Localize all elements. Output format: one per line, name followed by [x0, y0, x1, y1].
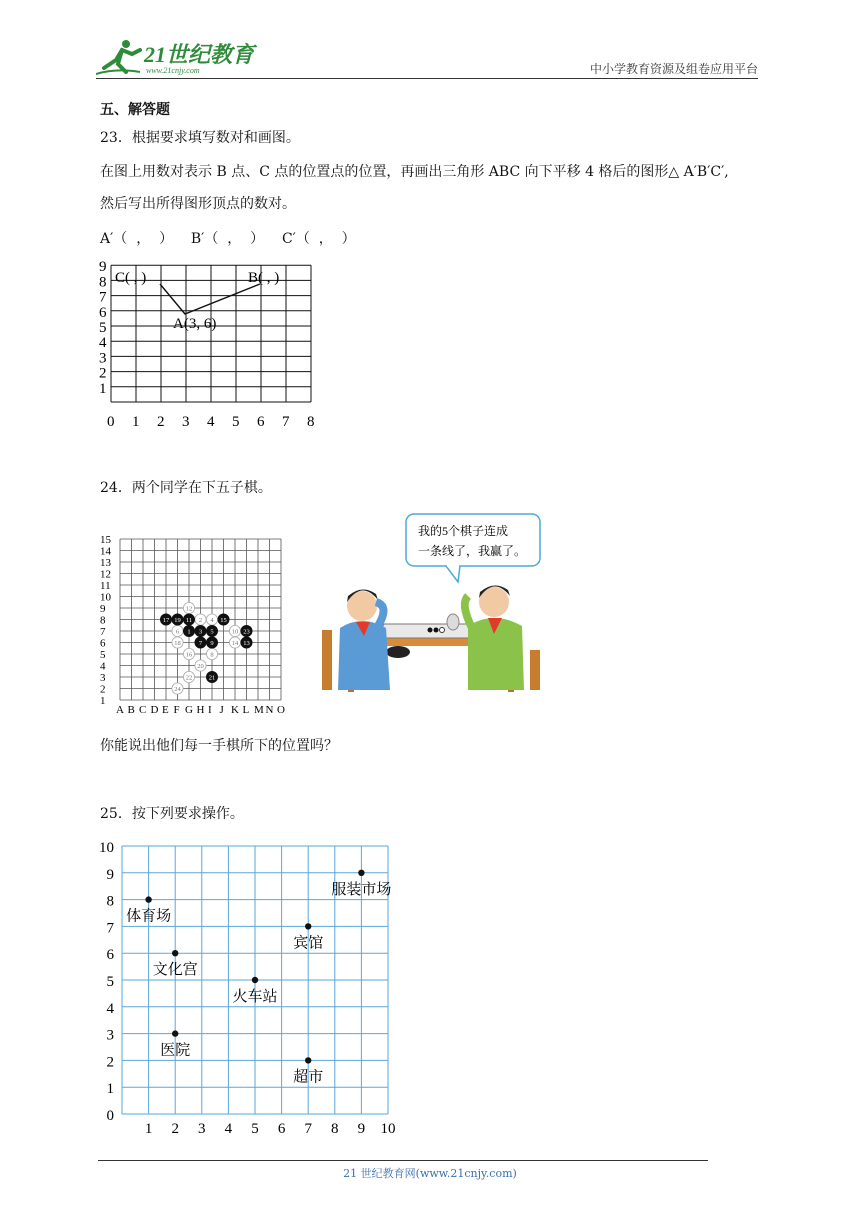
place-label: 文化宫: [152, 962, 198, 979]
stone-number: 15: [220, 617, 227, 624]
x-tick-label: 3: [182, 414, 190, 430]
y-tick-label: 2: [99, 365, 107, 382]
board-col-label: C: [139, 704, 147, 716]
y-tick-label: 4: [106, 1000, 114, 1017]
stone-number: 20: [197, 663, 204, 670]
stone-number: 12: [185, 605, 193, 613]
board-col-label: F: [173, 704, 180, 716]
place-label: 超市: [293, 1069, 324, 1086]
y-tick-label: 10: [99, 840, 114, 856]
place-point: [358, 870, 364, 876]
stone-number: 21: [208, 674, 216, 682]
place-point: [172, 1030, 178, 1036]
y-tick-label: 9: [106, 866, 114, 883]
label-c: C( , ): [115, 270, 147, 286]
y-tick-label: 1: [106, 1081, 114, 1098]
place-label: 医院: [160, 1042, 191, 1059]
y-tick-label: 9: [99, 259, 107, 276]
site-logo: [96, 38, 266, 76]
place-point: [145, 896, 151, 902]
board-row-label: 14: [100, 545, 111, 558]
y-tick-label: 6: [99, 304, 107, 321]
board-col-label: O: [277, 704, 285, 716]
board-col-label: J: [219, 704, 224, 716]
q24-title: 24．两个同学在下五子棋。: [100, 480, 272, 496]
place-point: [305, 1057, 311, 1063]
right-student: [465, 585, 524, 690]
x-tick-label: 2: [171, 1121, 179, 1137]
board-col-label: G: [185, 704, 193, 716]
runner-icon: [96, 40, 140, 74]
x-tick-label: 5: [251, 1121, 259, 1137]
x-tick-label: 1: [144, 1121, 153, 1137]
q23-instruction-2: 然后写出所得图形顶点的数对。: [100, 196, 296, 212]
y-tick-label: 7: [106, 920, 114, 937]
board-row-label: 3: [100, 672, 106, 684]
place-label: 宾馆: [293, 935, 324, 952]
board-row-label: 8: [100, 614, 106, 627]
q23-title: 23．根据要求填写数对和画图。: [100, 130, 300, 146]
board-col-label: K: [231, 704, 239, 716]
left-student: [338, 589, 390, 690]
y-tick-label: 1: [99, 380, 107, 397]
y-tick-label: 0: [106, 1108, 114, 1124]
y-tick-label: 6: [106, 947, 114, 964]
board-col-label: M: [254, 704, 264, 716]
stone-number: 18: [174, 640, 181, 647]
x-tick-label: 5: [232, 414, 240, 430]
header-divider: [96, 78, 758, 79]
x-tick-label: 6: [277, 1121, 286, 1137]
board-row-label: 1: [100, 695, 106, 707]
board-col-label: I: [208, 704, 212, 716]
x-tick-label: 7: [282, 414, 290, 430]
board-row-label: 13: [100, 557, 111, 569]
stone-number: 3: [198, 628, 203, 636]
footer-divider: [98, 1160, 708, 1161]
y-tick-label: 3: [99, 350, 107, 367]
stone-number: 11: [185, 617, 193, 624]
board-row-label: 9: [100, 603, 106, 615]
gomoku-board: [98, 522, 308, 718]
stone-number: 4: [210, 617, 214, 624]
stone-number: 23: [243, 628, 250, 636]
label-a: A(3, 6): [173, 316, 217, 332]
board-row-label: 11: [100, 580, 111, 592]
stone-number: 6: [175, 628, 180, 636]
place-point: [305, 923, 311, 929]
place-label: 火车站: [232, 989, 278, 1005]
stone-number: 24: [174, 686, 181, 693]
board-row-label: 2: [100, 683, 106, 696]
stone-number: 14: [231, 640, 239, 647]
x-tick-label: 4: [207, 414, 215, 430]
place-label: 体育场: [126, 908, 172, 925]
y-tick-label: 8: [106, 893, 114, 910]
triangle-abc: [160, 284, 260, 314]
speech-line-2: 一条线了，我赢了。: [418, 544, 527, 558]
x-tick-label: 8: [331, 1121, 339, 1137]
board-row-label: 4: [100, 660, 106, 673]
x-tick-label: 7: [304, 1121, 312, 1137]
x-tick-label: 4: [224, 1121, 233, 1137]
logo-text: 21世纪教育: [144, 42, 255, 67]
x-tick-label: 10: [380, 1121, 396, 1137]
mini-board: [376, 624, 478, 638]
q23-answer-line: A′（ ， ） B′（ ， ） C′（ ， ）: [100, 231, 356, 247]
section-title: 五、解答题: [100, 102, 170, 118]
platform-name: 中小学教育资源及组卷应用平台: [589, 62, 758, 76]
stone-number: 7: [198, 640, 203, 647]
x-tick-label: 0: [107, 414, 115, 430]
stone-number: 8: [210, 651, 214, 659]
footer-text: 21 世纪教育网(www.21cnjy.com): [343, 1167, 517, 1180]
stone-bowl: [386, 646, 410, 658]
board-row-label: 5: [100, 649, 106, 661]
board-col-label: H: [196, 704, 205, 716]
stone-number: 19: [174, 617, 181, 624]
x-tick-label: 9: [357, 1121, 366, 1137]
x-tick-label: 2: [157, 414, 165, 430]
board-col-label: B: [127, 704, 135, 716]
board-col-label: L: [242, 704, 250, 716]
label-b: B( , ): [248, 270, 280, 286]
q23-grid: [96, 258, 326, 433]
board-row-label: 10: [100, 591, 111, 604]
stone-number: 1: [187, 628, 191, 636]
stone-number: 16: [185, 651, 193, 659]
stone-number: 9: [210, 640, 214, 647]
board-row-label: 7: [100, 626, 106, 638]
place-point: [172, 950, 178, 956]
logo-url: www.21cnjy.com: [146, 66, 200, 75]
speech-line-1: 我的5个棋子连成: [418, 524, 509, 538]
speech-bubble: [406, 514, 540, 582]
y-tick-label: 7: [99, 289, 107, 306]
y-tick-label: 8: [99, 274, 107, 291]
place-point: [252, 977, 258, 983]
y-tick-label: 3: [106, 1027, 114, 1044]
board-col-label: N: [265, 704, 274, 716]
students-playing-illustration: [318, 510, 548, 700]
q23-instruction-1: 在图上用数对表示 B 点、C 点的位置点的位置，再画出三角形 ABC 向下平移 4 格后的图形△ A′B′C′,: [100, 164, 729, 180]
x-tick-label: 1: [132, 414, 140, 430]
q24-question: 你能说出他们每一手棋所下的位置吗？: [100, 738, 338, 754]
board-col-label: E: [162, 704, 169, 716]
stone-number: 13: [243, 640, 250, 647]
x-tick-label: 6: [257, 414, 265, 430]
stone-number: 2: [198, 617, 203, 624]
stone-number: 5: [210, 628, 214, 636]
stone-number: 17: [162, 617, 170, 624]
board-row-label: 12: [100, 568, 111, 581]
q25-title: 25．按下列要求操作。: [100, 806, 244, 822]
y-tick-label: 5: [99, 320, 107, 336]
y-tick-label: 2: [106, 1054, 114, 1071]
board-col-label: D: [150, 704, 159, 716]
x-tick-label: 8: [307, 414, 315, 430]
x-tick-label: 3: [198, 1121, 206, 1137]
board-row-label: 15: [100, 534, 111, 546]
stone-number: 10: [231, 628, 239, 636]
city-map-grid: [96, 836, 406, 1142]
board-row-label: 6: [100, 637, 106, 650]
y-tick-label: 5: [106, 974, 114, 990]
board-col-label: A: [116, 704, 124, 716]
y-tick-label: 4: [99, 335, 107, 352]
place-label: 服装市场: [331, 881, 392, 898]
stone-number: 22: [185, 674, 193, 682]
